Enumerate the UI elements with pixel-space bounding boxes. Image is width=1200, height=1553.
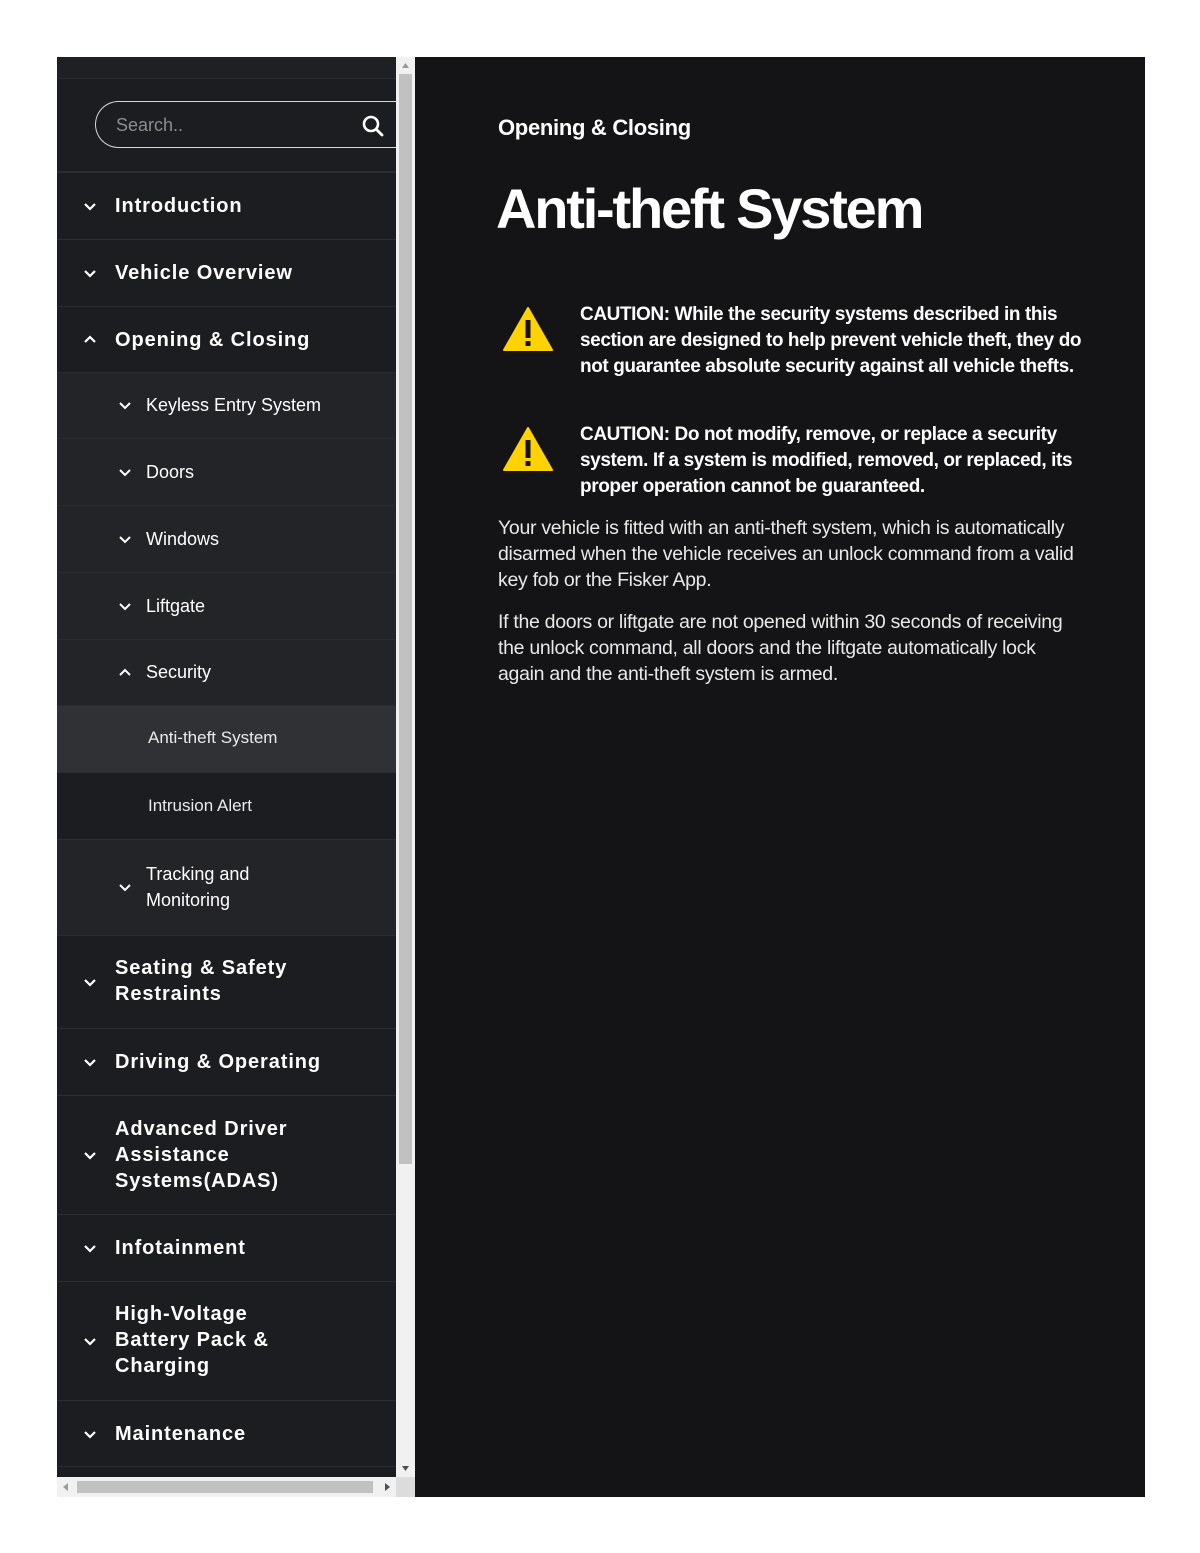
sidebar-horizontal-scrollbar[interactable] <box>57 1477 396 1497</box>
sidebar-item-label: Vehicle Overview <box>115 262 293 284</box>
scroll-left-arrow-icon[interactable] <box>57 1477 75 1497</box>
chevron-down-icon <box>83 1244 97 1253</box>
app-window <box>57 57 1145 1497</box>
sidebar-item-label: Maintenance <box>115 1423 247 1445</box>
chevron-down-icon <box>83 1430 97 1439</box>
sidebar-item-keyless-entry-system[interactable] <box>57 372 396 438</box>
sidebar-item-label: Keyless Entry System <box>146 395 322 415</box>
sidebar-item-label: Opening & Closing <box>115 329 311 351</box>
body-paragraph: Your vehicle is fitted with an anti-theft system, which is automatically disarmed when the vehicle receives an unlock command from a valid key fob or the Fisker App. <box>498 517 1074 591</box>
sidebar-item-anti-theft-system[interactable] <box>57 705 396 772</box>
chevron-down-icon <box>118 401 132 410</box>
caution-notice <box>498 302 1098 412</box>
scroll-up-arrow-icon[interactable] <box>396 57 415 74</box>
sidebar-item-maintenance[interactable] <box>57 1400 396 1467</box>
caution-text: CAUTION: Do not modify, remove, or replace a security system. If a system is modified, removed, or replaced, its proper operation cannot be guaranteed. <box>580 424 1073 497</box>
chevron-down-icon <box>83 202 97 211</box>
sidebar-item-label: Intrusion Alert <box>148 796 252 815</box>
sidebar-item-label: Windows <box>146 529 220 549</box>
chevron-down-icon <box>118 883 132 892</box>
sidebar-item-high-voltage-battery[interactable] <box>57 1281 396 1400</box>
chevron-up-icon <box>83 335 97 344</box>
sidebar-item-intrusion-alert[interactable] <box>57 772 396 839</box>
sidebar-item-driving-operating[interactable] <box>57 1028 396 1095</box>
warning-icon <box>502 306 554 352</box>
search-icon[interactable] <box>362 115 384 137</box>
sidebar-item-tracking-and-monitoring[interactable] <box>57 839 396 935</box>
chevron-up-icon <box>118 668 132 677</box>
sidebar-item-label: Tracking and Monitoring <box>146 864 250 910</box>
sidebar-item-label: Introduction <box>115 195 243 217</box>
sidebar-item-label: Seating & Safety Restraints <box>115 957 288 1005</box>
scroll-right-arrow-icon[interactable] <box>378 1477 396 1497</box>
warning-icon <box>502 426 554 472</box>
sidebar-item-label: Anti-theft System <box>148 728 278 747</box>
chevron-down-icon <box>118 602 132 611</box>
chevron-down-icon <box>83 1337 97 1346</box>
breadcrumb: Opening & Closing <box>498 115 691 140</box>
sidebar-item-label: Driving & Operating <box>115 1051 322 1073</box>
scrollbar-thumb[interactable] <box>77 1481 373 1493</box>
sidebar-item-introduction[interactable] <box>57 172 396 239</box>
sidebar-item-label: Doors <box>146 462 195 482</box>
body-paragraph: If the doors or liftgate are not opened within 30 seconds of receiving the unlock command, all doors and the liftgate automatically lock again and the anti-theft system is armed. <box>498 611 1063 685</box>
sidebar-item-label: Liftgate <box>146 596 206 616</box>
sidebar-item-windows[interactable] <box>57 505 396 572</box>
page-title: Anti-theft System <box>496 177 923 240</box>
scrollbar-corner <box>396 1477 415 1497</box>
sidebar-item-label: High-Voltage Battery Pack & Charging <box>115 1303 269 1377</box>
sidebar-item-label: Security <box>146 662 212 682</box>
chevron-down-icon <box>118 468 132 477</box>
search-input[interactable] <box>114 110 348 140</box>
sidebar-item-liftgate[interactable] <box>57 572 396 639</box>
caution-text: CAUTION: While the security systems described in this section are designed to help prevent vehicle theft, they do not guarantee absolute security against all vehicle thefts. <box>580 304 1082 377</box>
chevron-down-icon <box>118 535 132 544</box>
scrollbar-thumb[interactable] <box>399 74 412 1164</box>
caution-notice <box>498 422 1098 502</box>
chevron-down-icon <box>83 1151 97 1160</box>
sidebar-item-vehicle-overview[interactable] <box>57 239 396 306</box>
sidebar-item-opening-closing[interactable] <box>57 306 396 372</box>
sidebar-vertical-scrollbar[interactable] <box>396 57 415 1477</box>
sidebar-item-infotainment[interactable] <box>57 1214 396 1281</box>
scroll-down-arrow-icon[interactable] <box>396 1460 415 1477</box>
chevron-down-icon <box>83 269 97 278</box>
sidebar <box>57 57 415 1497</box>
sidebar-item-label: Infotainment <box>115 1237 246 1259</box>
main-content <box>415 57 1145 1497</box>
sidebar-item-security[interactable] <box>57 639 396 705</box>
chevron-down-icon <box>83 1058 97 1067</box>
sidebar-item-label: Advanced Driver Assistance Systems(ADAS) <box>115 1118 288 1192</box>
sidebar-item-seating-safety-restraints[interactable] <box>57 935 396 1028</box>
sidebar-item-doors[interactable] <box>57 438 396 505</box>
search-box <box>95 101 396 148</box>
sidebar-item-adas[interactable] <box>57 1095 396 1214</box>
chevron-down-icon <box>83 978 97 987</box>
sidebar-top-strip <box>57 57 396 79</box>
